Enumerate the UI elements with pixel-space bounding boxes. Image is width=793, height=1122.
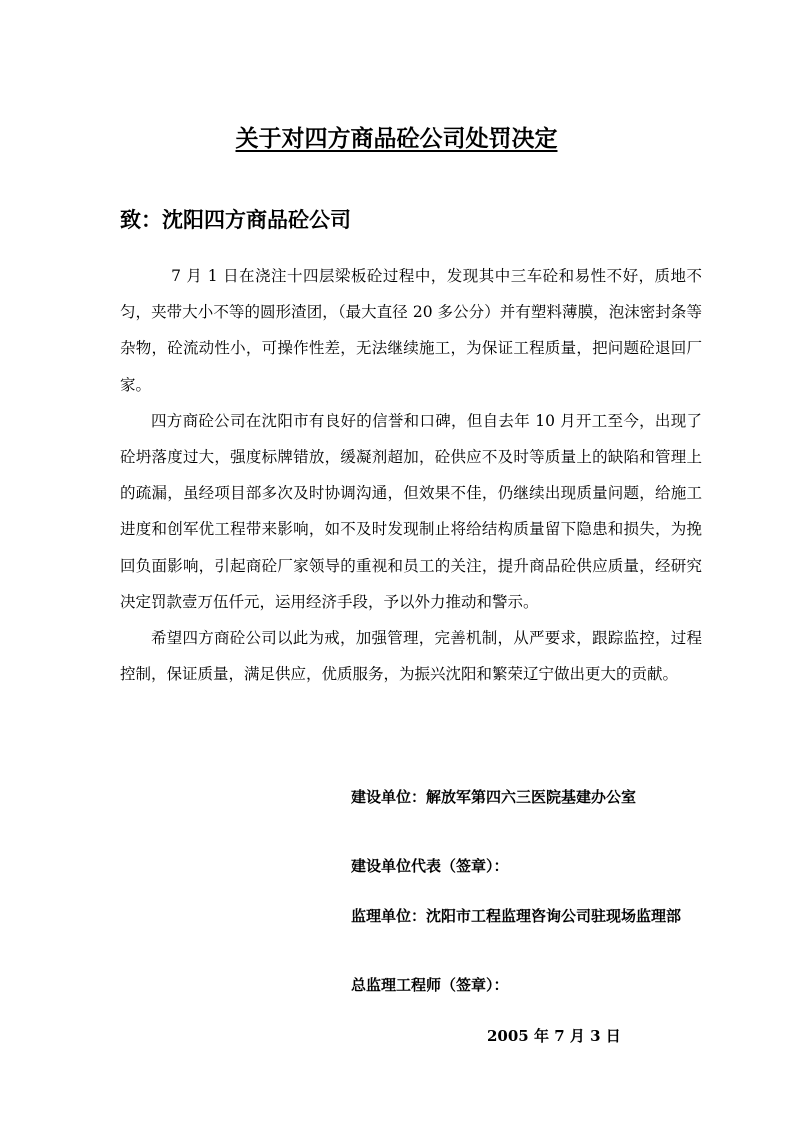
construction-rep-signature-line: 建设单位代表（签章）： (351, 857, 509, 875)
body-paragraph-3: 希望四方商砼公司以此为戒，加强管理，完善机制，从严要求，跟踪监控，过程控制，保证质量，满足供应，优质服务，为振兴沈阳和繁荣辽宁做出更大的贡献。 (120, 629, 702, 684)
construction-unit-line: 建设单位：解放军第四六三医院基建办公室 (351, 788, 637, 806)
chief-engineer-signature-line: 总监理工程师（签章）： (351, 976, 509, 994)
document-date: 2005 年 7 月 3 日 (487, 1027, 621, 1045)
body-paragraph-2: 四方商砼公司在沈阳市有良好的信誉和口碑，但自去年 10 月开工至今，出现了砼坍落度过大，强度标牌错放，缓凝剂超加，砼供应不及时等质量上的缺陷和管理上的疏漏，虽经项目部多次及时协调沟通，但效果不佳，仍继续出现质量问题，给施工进度和创军优工程带来影响，如不及时发现制止将给结构质量留下隐患和损失，为挽回负面影响，引起商砼厂家领导的重视和员工的关注，提升商品砼供应质量，经研究决定罚款壹万伍仟元，运用经济手段，予以外力推动和警示。 (120, 411, 702, 611)
document-body (120, 258, 702, 692)
body-paragraph-1: 7 月 1 日在浇注十四层梁板砼过程中，发现其中三车砼和易性不好，质地不匀，夹带大小不等的圆形渣团，（最大直径 20 多公分）并有塑料薄膜，泡沫密封条等杂物，砼流动性小，可操作性差，无法继续施工，为保证工程质量，把问题砼退回厂家。 (120, 267, 702, 394)
supervision-unit-line: 监理单位：沈阳市工程监理咨询公司驻现场监理部 (351, 907, 682, 925)
document-title: 关于对四方商品砼公司处罚决定 (235, 125, 558, 152)
recipient-line: 致：沈阳四方商品砼公司 (120, 207, 351, 232)
